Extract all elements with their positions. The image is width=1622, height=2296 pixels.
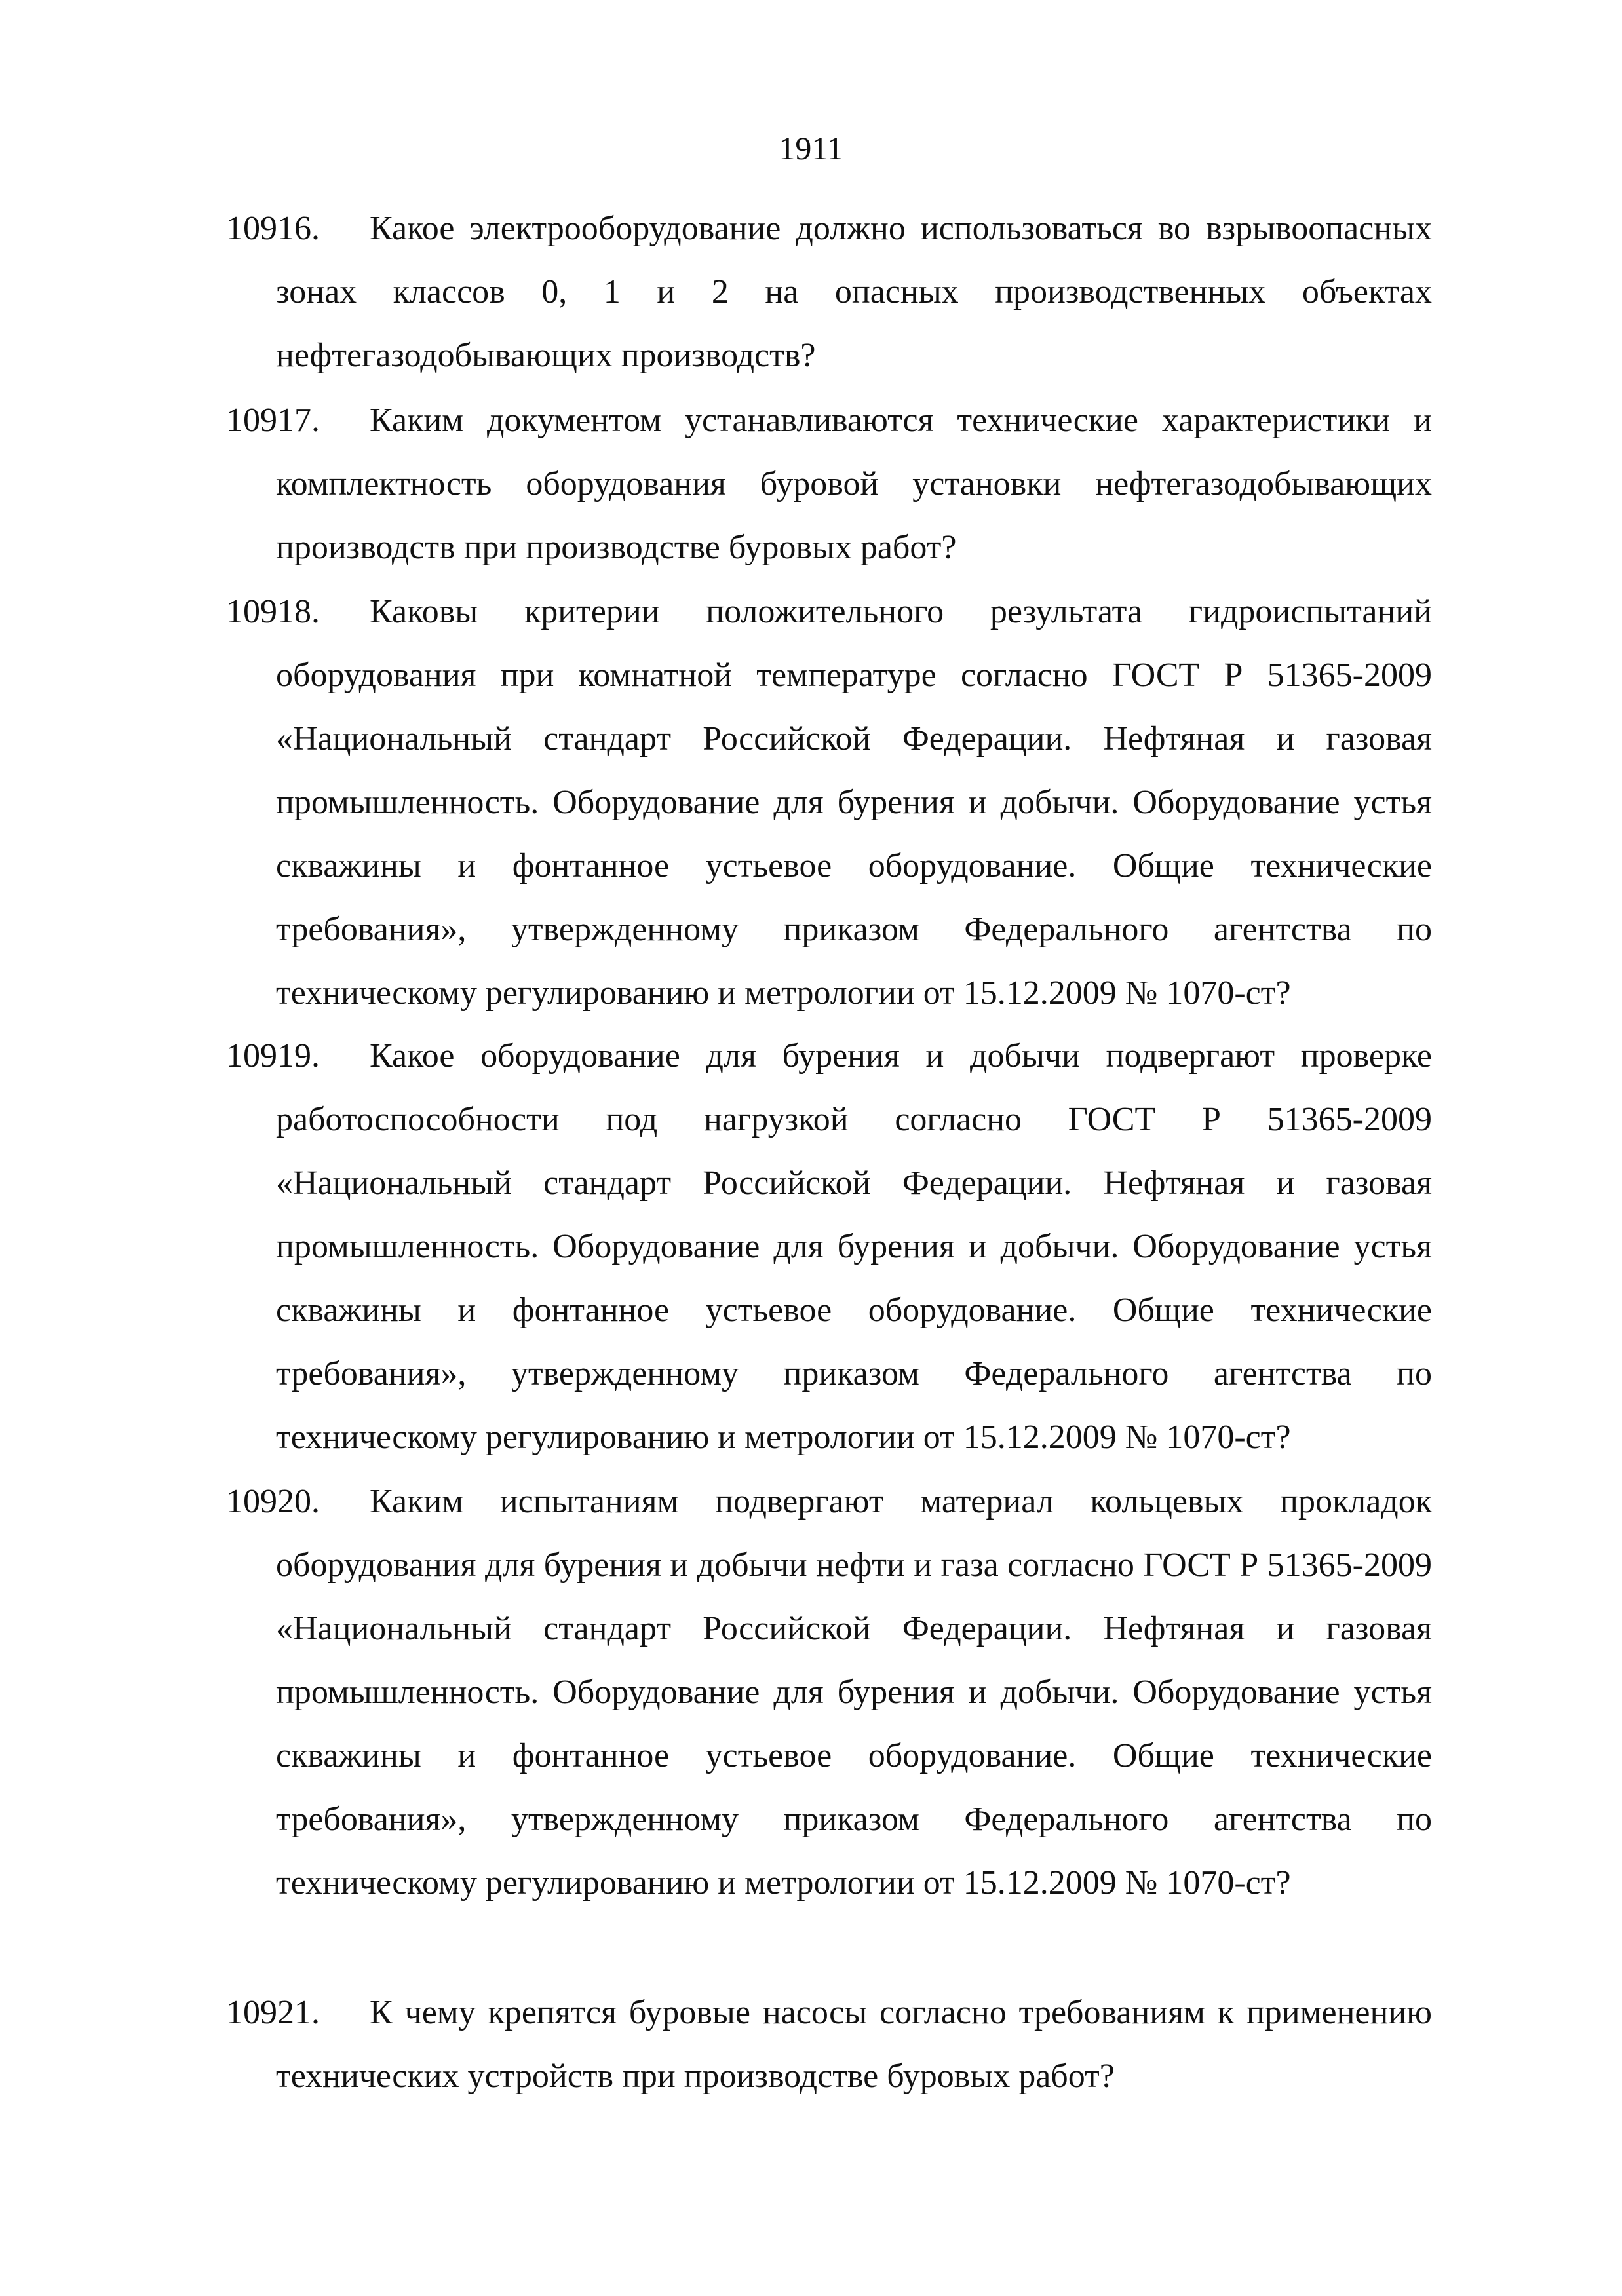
question-10921 — [226, 1981, 1432, 2108]
question-10918 — [226, 580, 1432, 1025]
question-number: 10918. — [226, 593, 320, 630]
question-10916 — [226, 197, 1432, 387]
question-text: Какое электрооборудование должно использоваться во взрывоопасных зонах классов 0, 1 и 2 на опасных производственных объектах нефтегазодобывающих производств? — [276, 210, 1432, 374]
page-number: 1911 — [779, 130, 843, 166]
question-text: Каким испытаниям подвергают материал кольцевых прокладок оборудования для бурения и добычи нефти и газа согласно ГОСТ Р 51365-2009 «Национальный стандарт Российской Федерации. Нефтяная и газовая промышленность. Оборудование для бурения и добычи. Оборудование устья скважины и фонтанное устьевое оборудование. Общие технические требования», утвержденному приказом Федерального агентства по техническому регулированию и метрологии от 15.12.2009 № 1070-ст? — [276, 1483, 1432, 1902]
question-number: 10919. — [226, 1037, 320, 1075]
question-number: 10920. — [226, 1483, 320, 1520]
question-text: Каким документом устанавливаются технические характеристики и комплектность оборудования буровой установки нефтегазодобывающих производств при производстве буровых работ? — [276, 402, 1432, 566]
question-text: Каковы критерии положительного результата гидроиспытаний оборудования при комнатной температуре согласно ГОСТ Р 51365-2009 «Национальный стандарт Российской Федерации. Нефтяная и газовая промышленность. Оборудование для бурения и добычи. Оборудование устья скважины и фонтанное устьевое оборудование. Общие технические требования», утвержденному приказом Федерального агентства по техническому регулированию и метрологии от 15.12.2009 № 1070-ст? — [276, 593, 1432, 1012]
question-10920 — [226, 1470, 1432, 1915]
question-text: Какое оборудование для бурения и добычи подвергают проверке работоспособности под нагрузкой согласно ГОСТ Р 51365-2009 «Национальный стандарт Российской Федерации. Нефтяная и газовая промышленность. Оборудование для бурения и добычи. Оборудование устья скважины и фонтанное устьевое оборудование. Общие технические требования», утвержденному приказом Федерального агентства по техническому регулированию и метрологии от 15.12.2009 № 1070-ст? — [276, 1037, 1432, 1456]
question-text: К чему крепятся буровые насосы согласно требованиям к применению технических устройств при производстве буровых работ? — [276, 1994, 1432, 2095]
question-10917 — [226, 389, 1432, 579]
question-10919 — [226, 1024, 1432, 1469]
question-number: 10917. — [226, 402, 320, 439]
question-number: 10916. — [226, 210, 320, 247]
question-number: 10921. — [226, 1994, 320, 2031]
